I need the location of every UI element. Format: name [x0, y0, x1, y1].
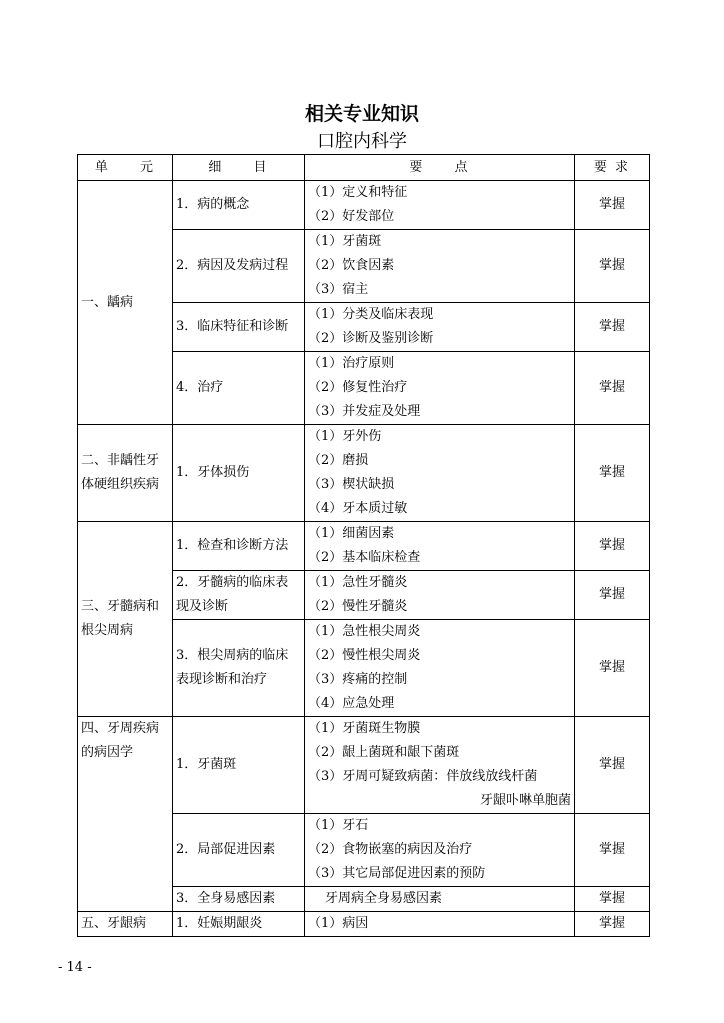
unit-cell: 三、牙髓病和根尖周病: [78, 522, 173, 717]
detail-cell: 2．局部促进因素: [173, 814, 305, 887]
page-number: - 14 -: [58, 960, 92, 975]
requirement-cell: 掌握: [575, 522, 650, 571]
detail-cell: 3．根尖周病的临床表现诊断和治疗: [173, 620, 305, 717]
points-cell: [305, 230, 575, 303]
points-cell: [305, 887, 575, 912]
detail-cell: 1．检查和诊断方法: [173, 522, 305, 571]
points-cell: [305, 620, 575, 717]
point-line: 牙周病全身易感因素: [325, 891, 443, 906]
point-line: （1）牙菌斑生物膜: [308, 721, 421, 736]
point-line: （2）诊断及鉴别诊断: [308, 331, 434, 346]
detail-cell: 1．病的概念: [173, 181, 305, 230]
point-line: （1）牙石: [308, 818, 369, 833]
point-line: （1）治疗原则: [308, 356, 395, 371]
requirement-cell: 掌握: [575, 717, 650, 814]
requirement-cell: 掌握: [575, 912, 650, 937]
point-line: （2）慢性根尖周炎: [308, 648, 421, 663]
points-cell: [305, 352, 575, 425]
table-row: [78, 912, 650, 937]
point-line: （3）其它局部促进因素的预防: [308, 866, 486, 881]
header-point: 要 点: [305, 155, 575, 181]
table-row: [78, 181, 650, 230]
point-line: 牙龈卟啉单胞菌: [479, 793, 571, 808]
requirement-cell: 掌握: [575, 814, 650, 887]
header-requirement: 要 求: [575, 155, 650, 181]
table-row: [78, 425, 650, 522]
syllabus-table: [77, 154, 650, 937]
table-row: [78, 717, 650, 814]
point-line: （1）定义和特征: [308, 185, 408, 200]
detail-cell: 1．牙体损伤: [173, 425, 305, 522]
points-cell: [305, 425, 575, 522]
point-line: （1）分类及临床表现: [308, 307, 434, 322]
detail-cell: 3．全身易感因素: [173, 887, 305, 912]
page-subtitle: 口腔内科学: [317, 131, 407, 152]
point-line: （3）并发症及处理: [308, 404, 421, 419]
detail-cell: 1．妊娠期龈炎: [173, 912, 305, 937]
points-cell: [305, 814, 575, 887]
point-line: （1）急性根尖周炎: [308, 624, 421, 639]
point-line: （2）慢性牙髓炎: [308, 599, 408, 614]
points-cell: [305, 912, 575, 937]
unit-cell: 二、非龋性牙体硬组织疾病: [78, 425, 173, 522]
points-cell: [305, 181, 575, 230]
point-line: （4）牙本质过敏: [308, 501, 408, 516]
point-line: （3）楔状缺损: [308, 477, 395, 492]
point-line: （1）牙菌斑: [308, 234, 382, 249]
requirement-cell: 掌握: [575, 887, 650, 912]
points-cell: [305, 522, 575, 571]
detail-cell: 2．病因及发病过程: [173, 230, 305, 303]
point-line: （2）修复性治疗: [308, 380, 408, 395]
requirement-cell: 掌握: [575, 571, 650, 620]
detail-cell: 3．临床特征和诊断: [173, 303, 305, 352]
table-header-row: [78, 155, 650, 181]
unit-cell: 一、龋病: [78, 181, 173, 425]
requirement-cell: 掌握: [575, 425, 650, 522]
point-line: （2）磨损: [308, 453, 369, 468]
point-line: （2）好发部位: [308, 209, 395, 224]
requirement-cell: 掌握: [575, 620, 650, 717]
point-line: （1）病因: [308, 916, 369, 931]
point-line: （3）疼痛的控制: [308, 672, 408, 687]
requirement-cell: 掌握: [575, 181, 650, 230]
points-cell: [305, 303, 575, 352]
points-cell: [305, 571, 575, 620]
unit-cell: 五、牙龈病: [78, 912, 173, 937]
unit-cell: 四、牙周疾病的病因学: [78, 717, 173, 912]
point-line: （2）饮食因素: [308, 258, 395, 273]
point-line: （1）牙外伤: [308, 429, 382, 444]
points-cell: [305, 717, 575, 814]
point-line: （3）宿主: [308, 282, 369, 297]
requirement-cell: 掌握: [575, 303, 650, 352]
point-line: （2）食物嵌塞的病因及治疗: [308, 842, 473, 857]
point-line: （3）牙周可疑致病菌：伴放线放线杆菌: [308, 769, 538, 784]
detail-cell: 2．牙髓病的临床表现及诊断: [173, 571, 305, 620]
detail-cell: 1．牙菌斑: [173, 717, 305, 814]
table-row: [78, 522, 650, 571]
detail-cell: 4．治疗: [173, 352, 305, 425]
requirement-cell: 掌握: [575, 230, 650, 303]
point-line: （1）细菌因素: [308, 526, 395, 541]
point-line: （1）急性牙髓炎: [308, 575, 408, 590]
header-detail: 细 目: [173, 155, 305, 181]
header-unit: 单 元: [78, 155, 173, 181]
page-title: 相关专业知识: [304, 103, 419, 125]
requirement-cell: 掌握: [575, 352, 650, 425]
point-line: （2）龈上菌斑和龈下菌斑: [308, 745, 460, 760]
point-line: （2）基本临床检查: [308, 550, 421, 565]
point-line: （4）应急处理: [308, 696, 395, 711]
